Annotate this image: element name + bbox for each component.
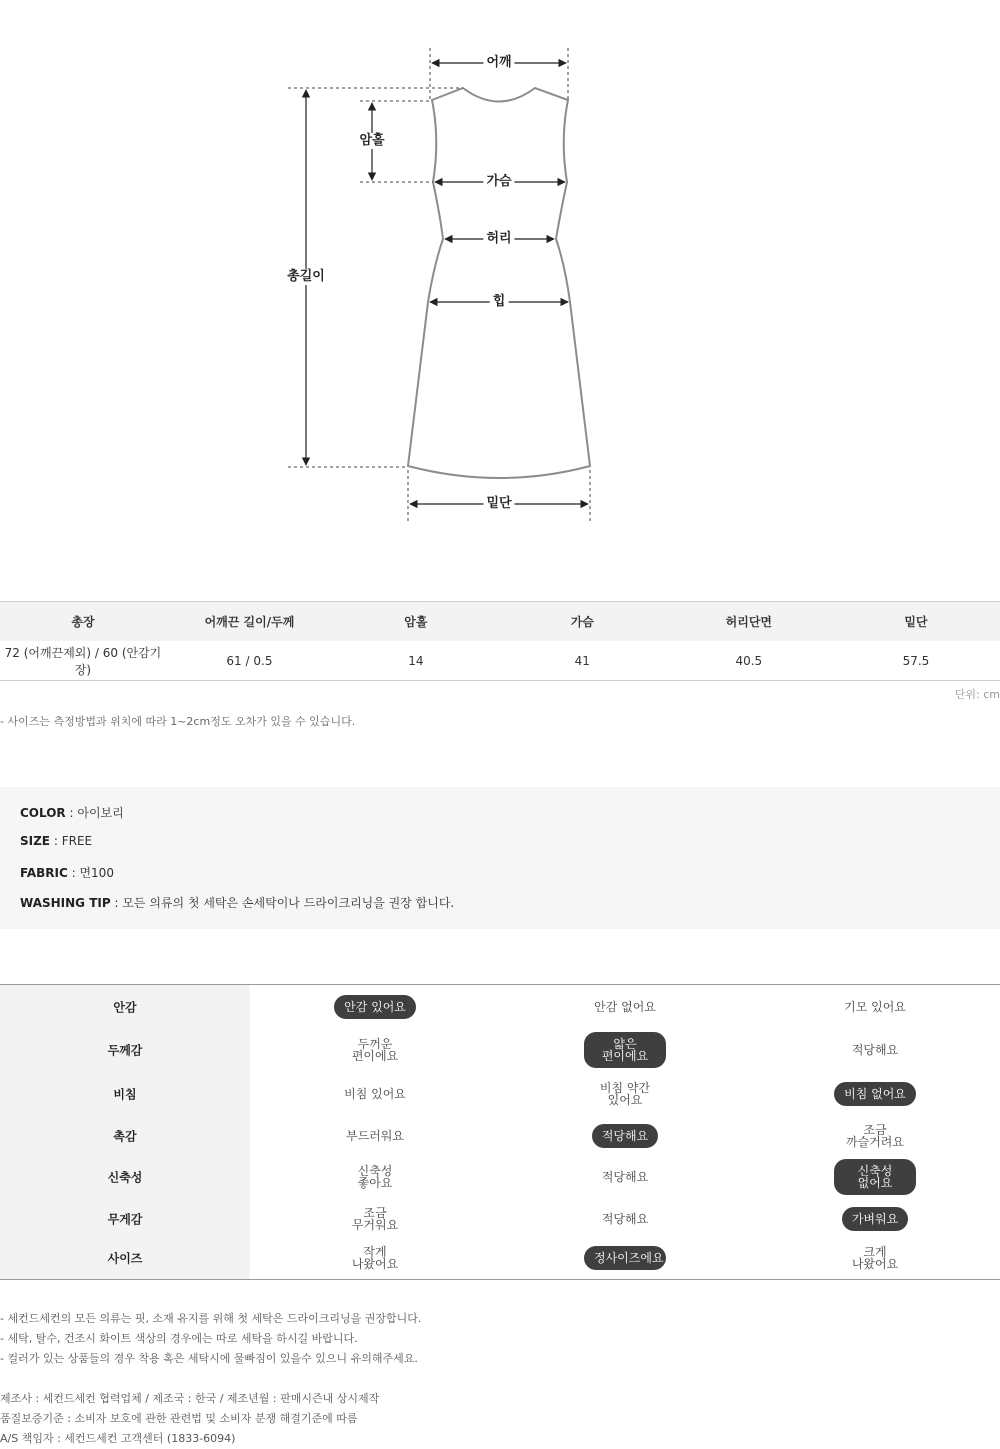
company-info-line: 제조사 : 세컨드세컨 협력업체 / 제조국 : 한국 / 제조년월 : 판매시즌내 상시제작 bbox=[0, 1392, 380, 1405]
fit-option-label: 적당해요 bbox=[601, 1212, 649, 1226]
fit-option bbox=[800, 1124, 950, 1148]
size-value-strap: 61 / 0.5 bbox=[166, 641, 333, 681]
size-value-waist: 40.5 bbox=[666, 641, 832, 681]
fit-option-selected bbox=[550, 1032, 700, 1068]
size-value-armhole: 14 bbox=[333, 641, 499, 681]
fit-option-selected bbox=[800, 1082, 950, 1106]
care-note: - 컬러가 있는 상품들의 경우 착용 혹은 세탁시에 물빠짐이 있을수 있으니 유의해주세요. bbox=[0, 1352, 418, 1365]
color-value: : 아이보리 bbox=[69, 806, 124, 820]
fit-row-label: 무게감 bbox=[107, 1212, 143, 1227]
fit-option bbox=[300, 1165, 450, 1189]
fit-row-label: 두께감 bbox=[107, 1043, 143, 1058]
fit-option-label: 적당해요 bbox=[592, 1124, 658, 1148]
fit-option bbox=[300, 1207, 450, 1231]
company-info-line: A/S 책임자 : 세컨드세컨 고객센터 (1833-6094) bbox=[0, 1432, 236, 1445]
size-value-total-length: 72 (어깨끈제외) / 60 (안감기장) bbox=[0, 641, 166, 681]
fit-option-label: 조금 무거워요 bbox=[351, 1206, 399, 1232]
fit-option-label: 안감 있어요 bbox=[334, 995, 416, 1019]
fit-option-label: 얇은 편이에요 bbox=[584, 1032, 666, 1068]
waist-label: 허리 bbox=[483, 231, 514, 247]
fit-option bbox=[800, 1044, 950, 1056]
fit-option-label: 조금 까슬거려요 bbox=[846, 1123, 904, 1149]
size-header-total-length: 총장 bbox=[0, 602, 166, 642]
fit-option bbox=[550, 1171, 700, 1183]
size-header-armhole: 암홀 bbox=[333, 602, 499, 642]
fit-option-label: 비침 약간 있어요 bbox=[599, 1081, 651, 1107]
fit-option-label: 가벼워요 bbox=[842, 1207, 908, 1231]
fit-option bbox=[550, 1213, 700, 1225]
fit-option bbox=[800, 1246, 950, 1270]
fit-option-label: 작게 나왔어요 bbox=[351, 1245, 399, 1271]
fabric-label: FABRIC bbox=[20, 866, 68, 880]
fabric-value: : 면100 bbox=[71, 866, 114, 880]
shoulder-label: 어깨 bbox=[483, 55, 514, 71]
washing-tip-value: : 모든 의류의 첫 세탁은 손세탁이나 드라이크리닝을 권장 합니다. bbox=[114, 896, 455, 910]
fit-option bbox=[300, 1038, 450, 1062]
size-table bbox=[0, 601, 1000, 681]
fit-option-selected bbox=[300, 995, 450, 1019]
washing-tip-row bbox=[20, 894, 454, 911]
chest-label: 가슴 bbox=[483, 174, 514, 190]
fit-row-label: 비침 bbox=[113, 1087, 137, 1102]
color-row bbox=[20, 804, 124, 821]
fit-row-label: 신축성 bbox=[107, 1170, 143, 1185]
fit-option bbox=[550, 1001, 700, 1013]
fit-option-label: 비침 있어요 bbox=[344, 1087, 406, 1101]
armhole-label: 암홀 bbox=[356, 133, 387, 149]
fit-option bbox=[800, 1001, 950, 1013]
fit-option bbox=[300, 1130, 450, 1142]
size-value-chest: 41 bbox=[499, 641, 666, 681]
size-value: : FREE bbox=[53, 834, 93, 848]
fit-option-label: 비침 없어요 bbox=[834, 1082, 916, 1106]
fit-row-label: 사이즈 bbox=[107, 1251, 143, 1266]
fit-option-selected bbox=[800, 1159, 950, 1195]
fabric-row bbox=[20, 864, 114, 881]
size-header-strap: 어깨끈 길이/두께 bbox=[166, 602, 333, 642]
size-label: SIZE bbox=[20, 834, 51, 848]
product-info-box bbox=[0, 787, 1000, 929]
total-length-label: 총길이 bbox=[284, 269, 328, 285]
fit-option-selected bbox=[550, 1246, 700, 1270]
fit-attributes-table bbox=[0, 984, 1000, 1280]
company-info-line: 품질보증기준 : 소비자 보호에 관한 관련법 및 소비자 분쟁 해결기준에 따름 bbox=[0, 1412, 358, 1425]
hem-label: 밑단 bbox=[483, 496, 514, 512]
size-header-chest: 가슴 bbox=[499, 602, 666, 642]
fit-option-label: 신축성 좋아요 bbox=[357, 1164, 393, 1190]
hip-label: 힙 bbox=[490, 294, 509, 310]
fit-option-selected bbox=[800, 1207, 950, 1231]
dress-illustration bbox=[0, 0, 1000, 540]
size-header-hem: 밑단 bbox=[832, 602, 1000, 642]
fit-option-label: 두꺼운 편이에요 bbox=[351, 1037, 399, 1063]
size-row bbox=[20, 834, 92, 848]
fit-option-label: 안감 없어요 bbox=[594, 1000, 656, 1014]
size-header-waist: 허리단면 bbox=[666, 602, 832, 642]
fit-option-label: 정사이즈에요 bbox=[584, 1246, 666, 1270]
care-note: - 세탁, 탈수, 건조시 화이트 색상의 경우에는 따로 세탁을 하시길 바랍니다. bbox=[0, 1332, 358, 1345]
fit-option-label: 기모 있어요 bbox=[844, 1000, 906, 1014]
fit-option-label: 부드러워요 bbox=[346, 1129, 404, 1143]
fit-option-label: 적당해요 bbox=[851, 1043, 899, 1057]
washing-tip-label: WASHING TIP bbox=[20, 896, 111, 910]
fit-option-label: 신축성 없어요 bbox=[834, 1159, 916, 1195]
care-note: - 세컨드세컨의 모든 의류는 핏, 소재 유지를 위해 첫 세탁은 드라이크리닝을 권장합니다. bbox=[0, 1312, 422, 1325]
size-value-hem: 57.5 bbox=[832, 641, 1000, 681]
fit-option bbox=[300, 1246, 450, 1270]
fit-option bbox=[300, 1088, 450, 1100]
size-note: - 사이즈는 측정방법과 위치에 따라 1~2cm정도 오차가 있을 수 있습니다. bbox=[0, 715, 356, 728]
size-diagram bbox=[0, 0, 1000, 540]
fit-option bbox=[550, 1082, 700, 1106]
fit-option-selected bbox=[550, 1124, 700, 1148]
fit-row-label: 안감 bbox=[113, 1000, 137, 1015]
color-label: COLOR bbox=[20, 806, 66, 820]
fit-option-label: 적당해요 bbox=[601, 1170, 649, 1184]
fit-row-label: 촉감 bbox=[113, 1129, 137, 1144]
size-table-header-row bbox=[0, 602, 1000, 642]
unit-label: 단위: cm bbox=[954, 688, 1000, 701]
size-table-row bbox=[0, 641, 1000, 681]
fit-option-label: 크게 나왔어요 bbox=[851, 1245, 899, 1271]
